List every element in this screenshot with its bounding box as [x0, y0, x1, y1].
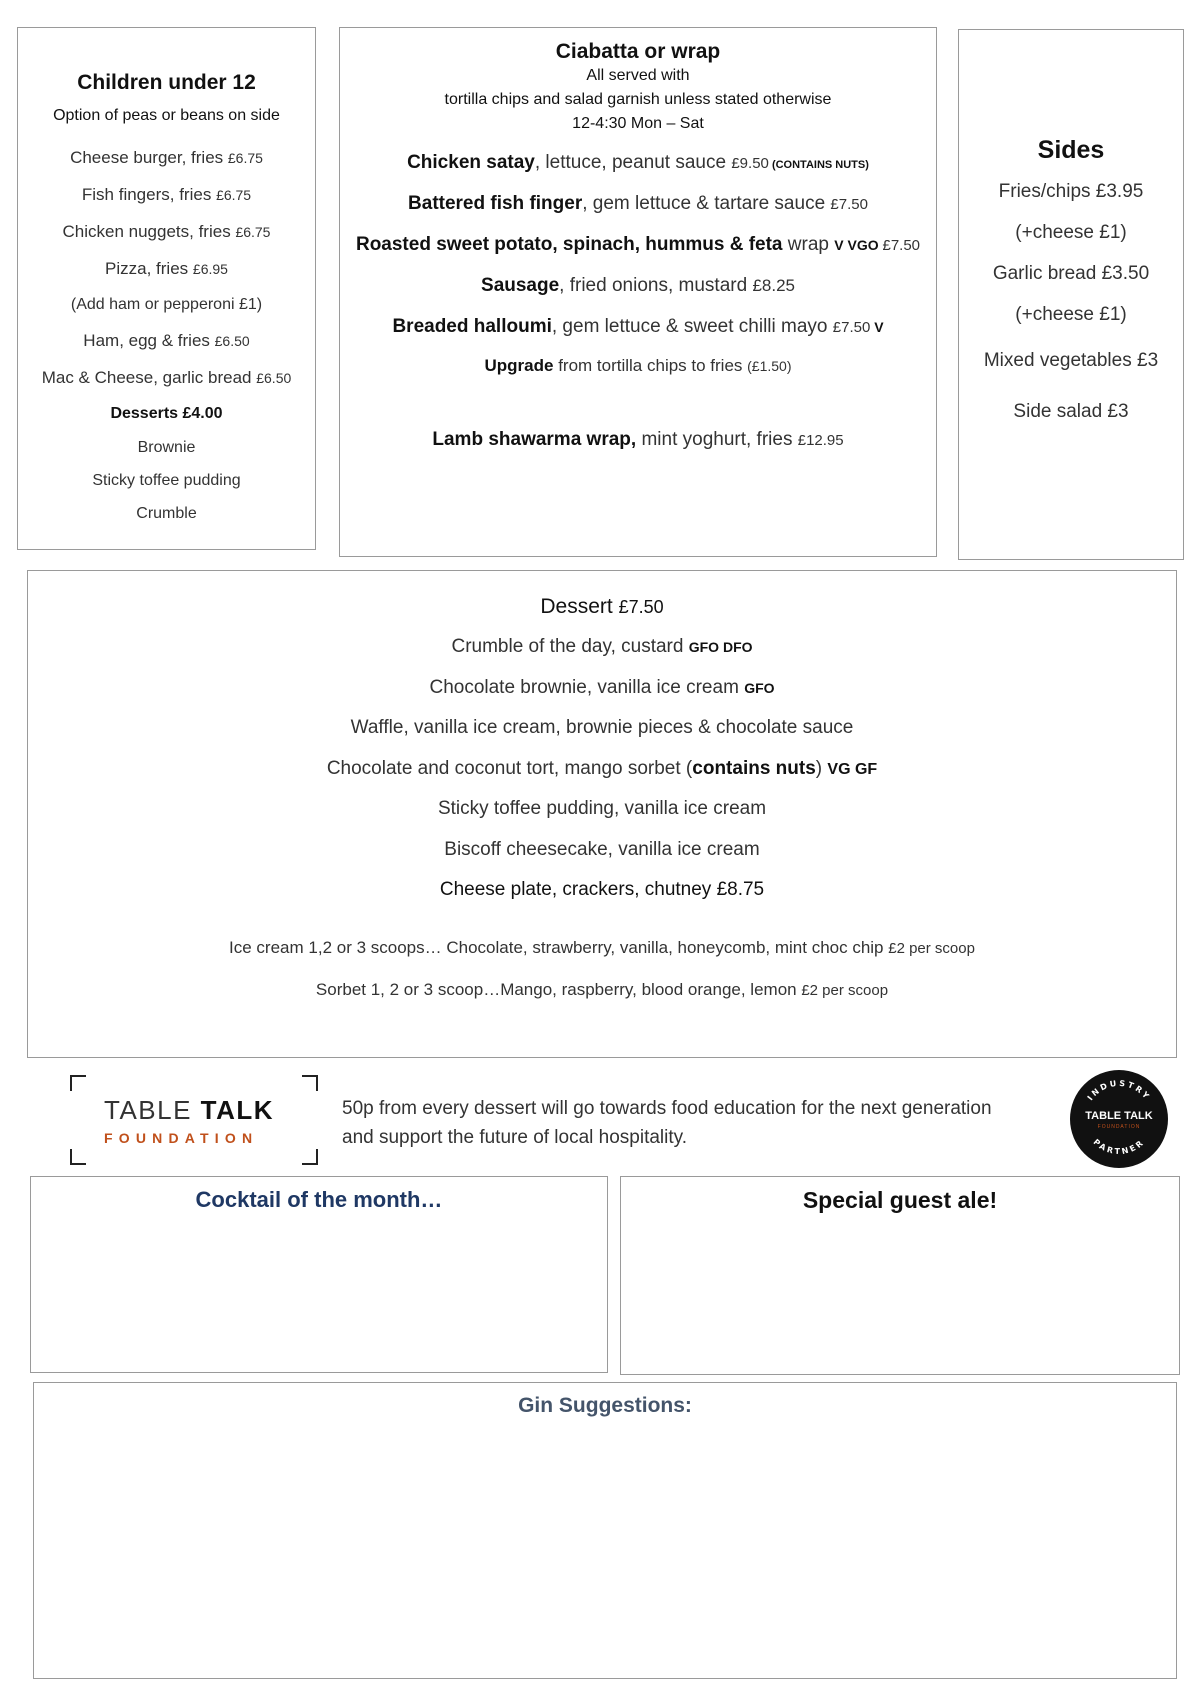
table-talk-foundation-logo: [70, 1075, 318, 1165]
item-name: Fish fingers, fries: [81, 185, 212, 204]
logo-corner: [302, 1149, 318, 1165]
menu-item: [340, 265, 936, 306]
menu-item: [340, 224, 936, 265]
dessert-menu-panel: [27, 570, 1177, 1058]
item-price: £6.95: [192, 261, 228, 277]
dessert-item: Sticky toffee pudding, vanilla ice cream: [437, 798, 767, 819]
dessert-item-cheese-plate: Cheese plate, crackers, chutney £8.75: [439, 879, 765, 900]
item-name: Cheese burger, fries: [70, 148, 224, 167]
item-name: Breaded halloumi: [392, 316, 552, 337]
item-desc: wrap: [782, 234, 835, 255]
sorbet-info: [28, 969, 1176, 1011]
sorbet-price: £2 per scoop: [801, 981, 889, 999]
dessert-title-label: Dessert: [540, 595, 613, 618]
logo-title-bold: TALK: [200, 1095, 275, 1125]
item-price: £7.50: [830, 196, 868, 213]
item-name: Lamb shawarma wrap,: [432, 429, 637, 450]
badge-sub-text: FOUNDATION: [1097, 1124, 1141, 1130]
item-price: £6.75: [235, 224, 271, 240]
dessert-item-text: Chocolate and coconut tort, mango sorbet (: [326, 757, 693, 779]
industry-partner-badge: [1070, 1070, 1168, 1168]
item-desc: , gem lettuce & tartare sauce: [582, 193, 831, 214]
dessert-item: [28, 668, 1176, 709]
dessert-item-text: Crumble of the day, custard: [451, 636, 689, 657]
menu-item: [340, 142, 936, 183]
gin-suggestions-panel: [33, 1382, 1177, 1679]
ciabatta-menu-panel: [339, 27, 937, 557]
menu-item: [18, 322, 315, 359]
children-menu-panel: [17, 27, 316, 550]
item-dietary-tag: V: [870, 319, 884, 335]
gin-title: Gin Suggestions:: [518, 1394, 692, 1417]
children-desserts-heading: Desserts £4.00: [110, 405, 223, 422]
item-name: Pizza, fries: [105, 259, 189, 278]
special-guest-ale-panel: [620, 1176, 1180, 1375]
menu-item: [340, 419, 936, 460]
side-item-note: (+cheese £1): [1015, 304, 1127, 325]
ciabatta-title: Ciabatta or wrap: [555, 40, 721, 63]
item-desc: mint yoghurt, fries: [636, 429, 798, 450]
badge-top-text: INDUSTRY: [1085, 1078, 1153, 1103]
upgrade-label: Upgrade: [484, 356, 554, 375]
item-name: Chicken nuggets, fries: [62, 222, 231, 241]
menu-item: [18, 213, 315, 250]
dessert-item: [28, 708, 1176, 749]
menu-item: [18, 359, 315, 396]
item-price: £6.75: [216, 187, 252, 203]
item-price: £12.95: [797, 432, 844, 449]
item-dietary-tag: (CONTAINS NUTS): [768, 159, 869, 171]
sorbet-text: Sorbet 1, 2 or 3 scoop…Mango, raspberry, blood orange, lemon: [315, 979, 802, 999]
ciabatta-subtitle-1: All served with: [586, 67, 690, 84]
item-desc: , fried onions, mustard: [559, 275, 753, 296]
menu-item: [18, 139, 315, 176]
item-name: Battered fish finger: [408, 193, 583, 214]
item-price: £6.50: [256, 370, 292, 386]
item-name: Ham, egg & fries: [83, 331, 210, 350]
foundation-message: [342, 1094, 1042, 1152]
children-note: (Add ham or pepperoni £1): [70, 296, 263, 313]
ice-cream-price: £2 per scoop: [888, 939, 975, 957]
menu-item: [340, 306, 936, 347]
menu-item: [340, 183, 936, 224]
item-price: £6.50: [214, 333, 250, 349]
logo-corner: [70, 1149, 86, 1165]
item-price: £9.50: [731, 155, 769, 172]
item-price: £7.50: [882, 237, 921, 254]
children-dessert-item: Brownie: [137, 439, 196, 456]
dessert-item-text: Chocolate brownie, vanilla ice cream: [429, 676, 745, 698]
side-item-note: (+cheese £1): [1015, 222, 1127, 243]
nut-warning: contains nuts: [692, 757, 816, 779]
ale-title: Special guest ale!: [802, 1187, 998, 1213]
menu-item: [18, 250, 315, 287]
item-name: Mac & Cheese, garlic bread: [41, 368, 252, 387]
sides-title: Sides: [1037, 136, 1105, 164]
ice-cream-info: [28, 927, 1176, 969]
item-name: Chicken satay: [407, 152, 535, 173]
logo-title: [104, 1095, 274, 1126]
dessert-item: Biscoff cheesecake, vanilla ice cream: [444, 838, 760, 860]
cocktail-title: Cocktail of the month…: [195, 1187, 443, 1212]
foundation-message-line: 50p from every dessert will go towards food education for the next generation: [342, 1098, 992, 1119]
side-item: Fries/chips £3.95: [998, 181, 1144, 202]
logo-corner: [302, 1075, 318, 1091]
ciabatta-subtitle-2: tortilla chips and salad garnish unless stated otherwise: [444, 91, 832, 108]
logo-title-light: TABLE: [104, 1095, 201, 1125]
item-price: £6.75: [227, 150, 263, 166]
sides-menu-panel: [958, 29, 1184, 560]
item-price: £7.50: [832, 319, 871, 336]
upgrade-price: (£1.50): [747, 358, 792, 374]
dessert-title-price: £7.50: [618, 597, 664, 617]
logo-subtitle: FOUNDATION: [104, 1130, 259, 1146]
children-subtitle: Option of peas or beans on side: [53, 107, 280, 124]
dessert-dietary-tag: VG GF: [827, 760, 878, 778]
cocktail-of-the-month-panel: [30, 1176, 608, 1373]
foundation-message-line: and support the future of local hospitality.: [342, 1127, 688, 1148]
upgrade-option: [340, 347, 936, 385]
ice-cream-text: Ice cream 1,2 or 3 scoops… Chocolate, strawberry, vanilla, honeycomb, mint choc chip: [229, 937, 889, 957]
dessert-dietary-tag: GFO DFO: [688, 639, 753, 655]
children-title: Children under 12: [77, 71, 256, 94]
side-item: Garlic bread £3.50: [992, 263, 1150, 284]
logo-corner: [70, 1075, 86, 1091]
badge-bottom-text: PARTNER: [1091, 1137, 1147, 1157]
children-dessert-item: Crumble: [136, 505, 197, 522]
dessert-item: [28, 749, 1176, 790]
badge-main-text: TABLE TALK: [1085, 1110, 1153, 1122]
dessert-item-text: Waffle, vanilla ice cream, brownie pieces & chocolate sauce: [350, 717, 854, 738]
children-dessert-item: Sticky toffee pudding: [92, 472, 241, 489]
side-item: Side salad £3: [1013, 401, 1129, 422]
item-desc: , lettuce, peanut sauce: [534, 152, 732, 173]
ciabatta-hours: 12-4:30 Mon – Sat: [572, 115, 704, 132]
item-desc: , gem lettuce & sweet chilli mayo: [551, 316, 833, 337]
menu-item: [18, 176, 315, 213]
item-dietary-tag: V VGO: [834, 237, 883, 253]
upgrade-desc: from tortilla chips to fries: [553, 356, 748, 375]
item-price: £8.25: [752, 276, 795, 295]
item-name: Roasted sweet potato, spinach, hummus & feta: [355, 234, 783, 255]
item-name: Sausage: [481, 275, 560, 296]
dessert-item: [28, 627, 1176, 668]
side-item: Mixed vegetables £3: [983, 350, 1159, 371]
dessert-title: [28, 587, 1176, 627]
dessert-item-text: ): [815, 757, 828, 779]
dessert-dietary-tag: GFO: [744, 679, 775, 696]
